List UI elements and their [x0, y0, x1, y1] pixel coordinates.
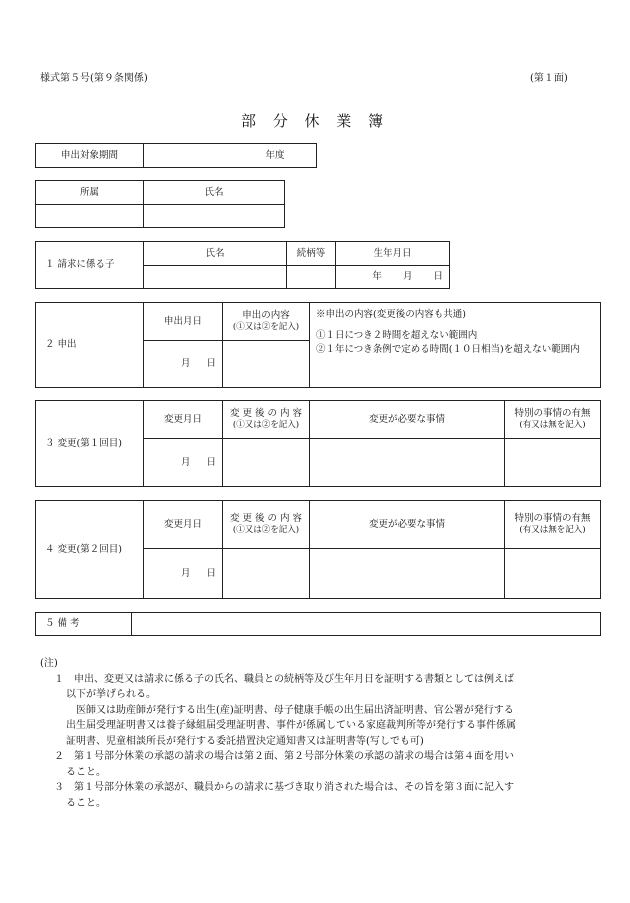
change1-month: 月 — [180, 456, 191, 468]
change1-special-label — [505, 401, 601, 439]
request-month: 月 — [180, 358, 191, 370]
request-section-label: ２ 申出 — [36, 303, 144, 388]
child-table — [35, 241, 450, 289]
notes-heading: (注) — [40, 658, 58, 669]
change1-content-label — [223, 401, 310, 439]
change2-date-field[interactable] — [144, 549, 223, 599]
note-1-line-4: 出生届受理証明書又は養子縁組届受理証明書、事件が係属している家庭裁判所等が発行する事件係属 — [66, 720, 516, 731]
affiliation-table — [35, 180, 285, 228]
change1-table — [35, 400, 601, 487]
change2-table — [35, 500, 601, 599]
period-label: 申出対象期間 — [36, 144, 144, 168]
change1-special-field[interactable] — [505, 439, 601, 487]
name-label: 氏名 — [144, 181, 285, 205]
request-date-field[interactable] — [144, 341, 223, 388]
change2-special-title: 特別の事情の有無 — [514, 513, 591, 525]
note-title: ※申出の内容(変更後の内容も共通) — [316, 309, 466, 320]
dept-field[interactable] — [36, 205, 144, 228]
change1-section-label: ３ 変更(第１回目) — [36, 401, 144, 487]
request-date-label: 申出月日 — [144, 303, 223, 341]
note-item-2: ②１年につき条例で定める時間(１０日相当)を超えない範囲内 — [316, 344, 580, 355]
birth-field[interactable] — [336, 266, 450, 289]
birth-month: 月 — [402, 271, 413, 283]
request-note — [310, 303, 601, 388]
name-field[interactable] — [144, 205, 285, 228]
form-number: 様式第５号(第９条関係) — [40, 73, 148, 84]
remarks-label: ５ 備 考 — [36, 613, 132, 636]
change2-reason-field[interactable] — [310, 549, 505, 599]
change1-special-title: 特別の事情の有無 — [514, 408, 591, 420]
change1-content-sub: (①又は②を記入) — [232, 420, 300, 431]
note-3-line-2: ること。 — [66, 797, 106, 809]
change1-reason-field[interactable] — [310, 439, 505, 487]
request-content-title: 申出の内容 — [242, 310, 290, 322]
child-name-label: 氏名 — [144, 242, 287, 266]
note-2-line-2: ること。 — [66, 766, 106, 778]
change1-date-label: 変更月日 — [144, 401, 223, 439]
child-section-label: １ 請求に係る子 — [36, 242, 144, 289]
period-table — [35, 143, 317, 168]
remarks-field[interactable] — [132, 613, 601, 636]
child-name-field[interactable] — [144, 266, 287, 289]
period-value[interactable] — [144, 144, 317, 168]
change2-section-label: ４ 変更(第２回目) — [36, 501, 144, 599]
change1-day: 日 — [206, 456, 216, 468]
change2-content-sub: (①又は②を記入) — [232, 525, 300, 536]
change2-day: 日 — [206, 567, 216, 579]
birth-year: 年 — [372, 271, 382, 283]
change1-special-sub: (有又は無を記入) — [519, 420, 586, 431]
note-1-line-2: 以下が挙げられる。 — [66, 689, 156, 700]
request-content-field[interactable] — [223, 341, 310, 388]
change1-reason-label: 変更が必要な事情 — [310, 401, 505, 439]
request-content-sub: (①又は②を記入) — [232, 322, 300, 333]
change2-special-field[interactable] — [505, 549, 601, 599]
birth-label: 生年月日 — [336, 242, 450, 266]
dept-label: 所属 — [36, 181, 144, 205]
change2-date-label: 変更月日 — [144, 501, 223, 549]
note-item-1: ①１日につき２時間を超えない範囲内 — [316, 330, 478, 341]
note-1-line-5: 証明書、児童相談所長が発行する委託措置決定通知書又は証明書等(写しでも可) — [66, 735, 424, 747]
note-1-line-3: 医師又は助産師が発行する出生(産)証明書、母子健康手帳の出生届出済証明書、官公署が発行する — [76, 704, 514, 716]
change2-content-label — [223, 501, 310, 549]
relation-label: 続柄等 — [287, 242, 336, 266]
note-1-line-1: １ 申出、変更又は請求に係る子の氏名、職員との続柄等及び生年月日を証明する書類としては例えば — [54, 673, 514, 685]
notes — [40, 656, 600, 811]
request-content-label — [223, 303, 310, 341]
relation-field[interactable] — [287, 266, 336, 289]
change1-content-field[interactable] — [223, 439, 310, 487]
year-suffix: 年度 — [265, 149, 285, 161]
remarks-table — [35, 612, 601, 636]
change1-date-field[interactable] — [144, 439, 223, 487]
change1-content-title: 変 更 後 の 内 容 — [229, 408, 303, 420]
change2-special-sub: (有又は無を記入) — [519, 525, 586, 536]
change2-content-field[interactable] — [223, 549, 310, 599]
change2-reason-label: 変更が必要な事情 — [310, 501, 505, 549]
change2-special-label — [505, 501, 601, 549]
note-3-line-1: ３ 第１号部分休業の承認が、職員からの請求に基づき取り消された場合は、その旨を第３面に記入す — [54, 782, 514, 793]
note-2-line-1: ２ 第１号部分休業の承認の請求の場合は第２面、第２号部分休業の承認の請求の場合は第４面を用い — [54, 751, 514, 762]
page-title: 部 分 休 業 簿 — [240, 112, 390, 130]
change2-content-title: 変 更 後 の 内 容 — [229, 513, 303, 525]
request-table — [35, 302, 601, 388]
request-day: 日 — [206, 358, 216, 370]
page-label: (第１面) — [530, 73, 568, 84]
change2-month: 月 — [180, 567, 191, 579]
birth-day: 日 — [433, 271, 443, 283]
